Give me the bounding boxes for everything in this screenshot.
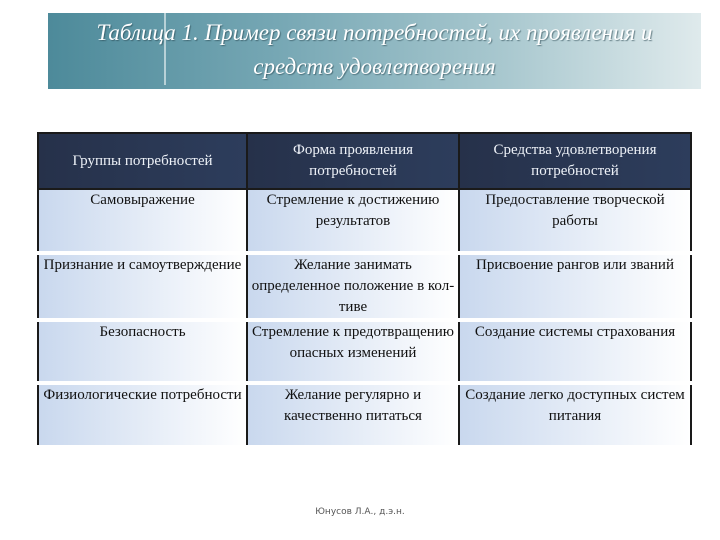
- table-row: [38, 189, 691, 253]
- table-cell: Физиологические потребности: [38, 383, 247, 447]
- table-row: [38, 320, 691, 383]
- table-cell: Создание легко доступных систем питания: [459, 383, 691, 447]
- slide-title-line-2: средств удовлетворения: [253, 54, 496, 79]
- needs-table: [37, 132, 692, 449]
- table-header-row: [38, 133, 691, 189]
- table-cell: Самовыражение: [38, 189, 247, 253]
- table-row: [38, 253, 691, 320]
- table-row: [38, 383, 691, 447]
- slide-title: [48, 16, 701, 84]
- table-cell: Стремление к предотвращению опасных изменений: [247, 320, 459, 383]
- table-cell: Создание системы страхования: [459, 320, 691, 383]
- author-footer: Юнусов Л.А., д.э.н.: [315, 507, 405, 517]
- table-cell: Желание регулярно и качественно питаться: [247, 383, 459, 447]
- table-cell: Стремление к достижению результатов: [247, 189, 459, 253]
- header-cell-groups: Группы потребностей: [38, 133, 247, 189]
- table-cell: Признание и самоутверждение: [38, 253, 247, 320]
- slide-title-line-1: Таблица 1. Пример связи потребностей, их проявления и: [96, 20, 653, 45]
- table-cell: Безопасность: [38, 320, 247, 383]
- table-cell: Присвоение рангов или званий: [459, 253, 691, 320]
- header-cell-forms: Форма проявления потребностей: [247, 133, 459, 189]
- table-cell: Желание занимать определенное положение в кол-тиве: [247, 253, 459, 320]
- table-cell: Предоставление творческой работы: [459, 189, 691, 253]
- header-cell-means: Средства удовлетворения потребностей: [459, 133, 691, 189]
